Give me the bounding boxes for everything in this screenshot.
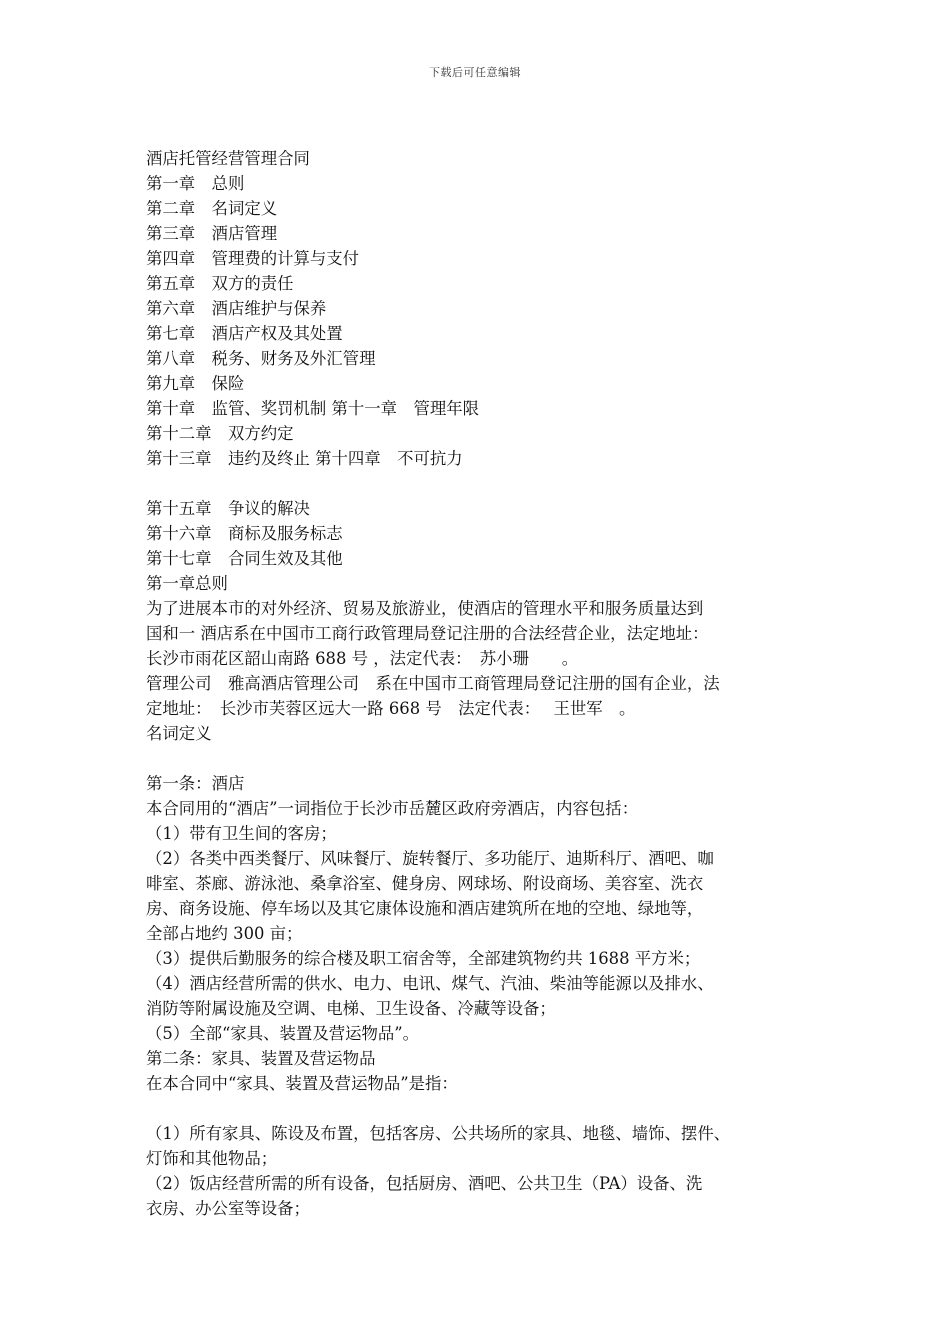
text-line: 第十章 监管、奖罚机制 第十一章 管理年限: [146, 399, 480, 418]
text-line: 消防等附属设施及空调、电梯、卫生设备、冷藏等设备；: [146, 999, 556, 1018]
blank-line: [146, 746, 810, 771]
text-line: （2）各类中西类餐厅、风味餐厅、旋转餐厅、多功能厅、迪斯科厅、酒吧、咖: [146, 849, 714, 868]
text-line: 第十二章 双方约定: [146, 424, 294, 443]
text-line: 全部占地约 300 亩；: [146, 924, 303, 943]
text-line: 为了进展本市的对外经济、贸易及旅游业，使酒店的管理水平和服务质量达到: [146, 599, 704, 618]
text-line: 第四章 管理费的计算与支付: [146, 249, 360, 268]
blank-line: [146, 471, 810, 496]
document-body: [146, 146, 810, 1221]
text-line: （5）全部“家具、装置及营运物品”。: [146, 1024, 420, 1043]
text-line: 啡室、茶廊、游泳池、桑拿浴室、健身房、网球场、附设商场、美容室、洗衣: [146, 874, 704, 893]
text-line: 第十六章 商标及服务标志: [146, 524, 343, 543]
text-line: 第一章总则: [146, 574, 228, 593]
text-line: 第八章 税务、财务及外汇管理: [146, 349, 376, 368]
text-line: 第三章 酒店管理: [146, 224, 278, 243]
text-line: 名词定义: [146, 724, 212, 743]
text-line: 本合同用的“酒店”一词指位于长沙市岳麓区政府旁酒店，内容包括：: [146, 799, 639, 818]
text-line: 第六章 酒店维护与保养: [146, 299, 327, 318]
text-line: 国和一 酒店系在中国市工商行政管理局登记注册的合法经营企业，法定地址：: [146, 624, 709, 643]
blank-line: [146, 1096, 810, 1121]
text-line: （1）带有卫生间的客房；: [146, 824, 337, 843]
page-header: 下载后可任意编辑: [429, 66, 521, 79]
text-line: 长沙市雨花区韶山南路 688 号 ，法定代表： 苏小珊 。: [146, 649, 579, 668]
text-line: 第九章 保险: [146, 374, 245, 393]
text-line: （4）酒店经营所需的供水、电力、电讯、煤气、汽油、柴油等能源以及排水、: [146, 974, 714, 993]
text-line: （1）所有家具、陈设及布置，包括客房、公共场所的家具、地毯、墙饰、摆件、: [146, 1124, 731, 1143]
text-line: 第十五章 争议的解决: [146, 499, 310, 518]
text-line: 酒店托管经营管理合同: [146, 149, 310, 168]
text-line: 灯饰和其他物品；: [146, 1149, 278, 1168]
text-line: 管理公司 雅高酒店管理公司 系在中国市工商管理局登记注册的国有企业，法: [146, 674, 720, 693]
text-line: 第一章 总则: [146, 174, 245, 193]
text-line: （2）饭店经营所需的所有设备，包括厨房、酒吧、公共卫生（PA）设备、洗: [146, 1174, 703, 1193]
text-line: 第二章 名词定义: [146, 199, 278, 218]
text-line: 第一条：酒店: [146, 774, 245, 793]
text-line: 在本合同中“家具、装置及营运物品”是指：: [146, 1074, 458, 1093]
text-line: 第七章 酒店产权及其处置: [146, 324, 343, 343]
text-line: 第十三章 违约及终止 第十四章 不可抗力: [146, 449, 463, 468]
text-line: 第十七章 合同生效及其他: [146, 549, 343, 568]
text-line: 第二条：家具、装置及营运物品: [146, 1049, 376, 1068]
text-line: （3）提供后勤服务的综合楼及职工宿舍等，全部建筑物约共 1688 平方米；: [146, 949, 701, 968]
text-line: 定地址： 长沙市芙蓉区远大一路 668 号 法定代表： 王世军 。: [146, 699, 636, 718]
text-line: 第五章 双方的责任: [146, 274, 294, 293]
text-line: 房、商务设施、停车场以及其它康体设施和酒店建筑所在地的空地、绿地等，: [146, 899, 704, 918]
text-line: 衣房、办公室等设备；: [146, 1199, 310, 1218]
